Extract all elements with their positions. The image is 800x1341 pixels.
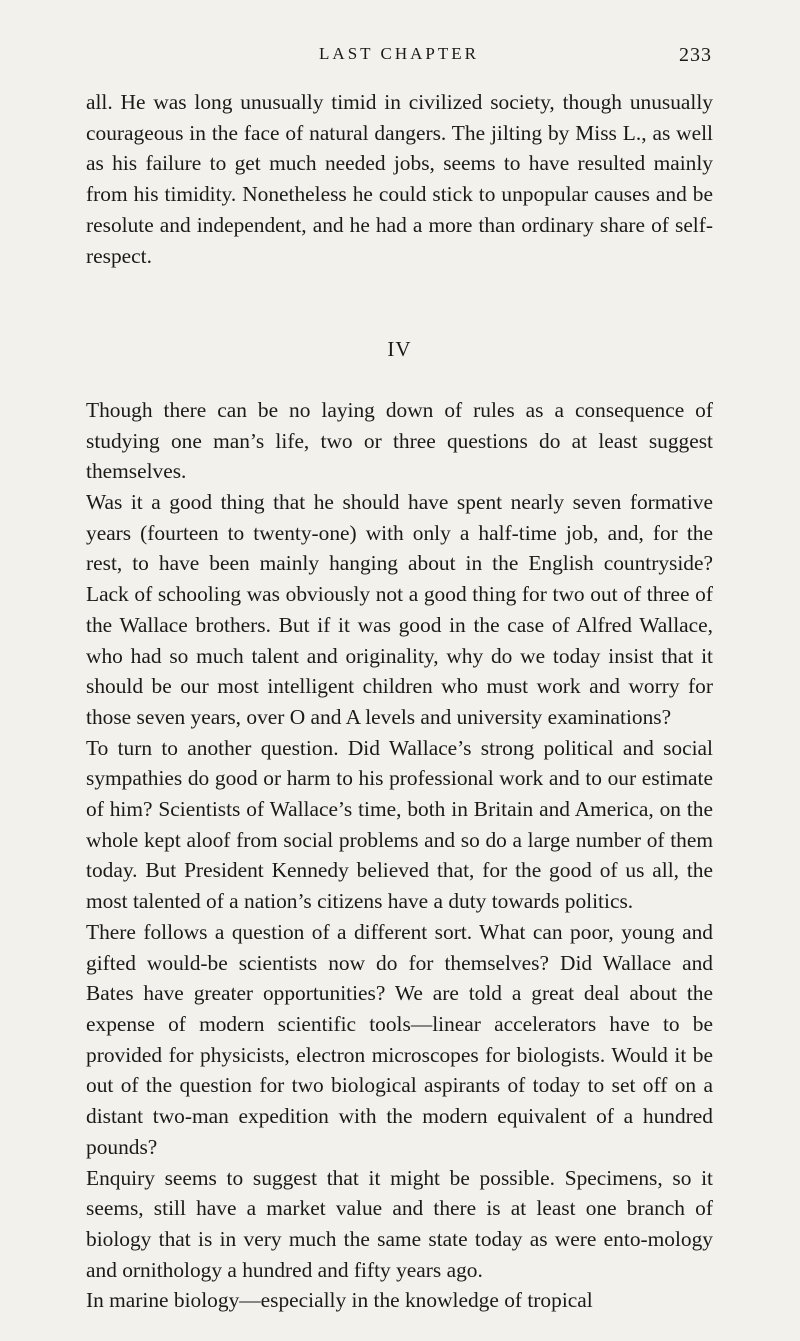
paragraph: In marine biology—especially in the knowledge of tropical (86, 1288, 593, 1313)
section-heading: IV (387, 337, 412, 362)
body-text (86, 87, 713, 1316)
paragraph: To turn to another question. Did Wallace’s strong political and social sympathies do good or harm to his professional work and to our estimate of him? Scientists of Wallace’s time, both in Britain and America, on the whole kept aloof from social problems and so do a large number of them today. But President Kennedy believed that, for the good of us all, the most talented of a nation’s citizens have a duty towards politics. (86, 735, 713, 914)
paragraph: Though there can be no laying down of rules as a consequence of studying one man’s life, two or three questions do at least suggest themselves. (86, 397, 713, 484)
running-head (86, 44, 712, 74)
running-title: LAST CHAPTER (319, 44, 479, 63)
paragraph: Enquiry seems to suggest that it might be possible. Specimens, so it seems, still have a market value and there is at least one branch of biology that is in very much the same state today as were ento-mology and ornithology a hundred and fifty years ago. (86, 1165, 713, 1282)
continuation-paragraph: all. He was long unusually timid in civilized society, though unusually courageous in the face of natural dangers. The jilting by Miss L., as well as his failure to get much needed jobs, seems to have resulted mainly from his timidity. Nonetheless he could stick to unpopular causes and be resolute and independent, and he had a more than ordinary share of self-respect. (86, 90, 713, 268)
paragraph: There follows a question of a different sort. What can poor, young and gifted would-be scientists now do for themselves? Did Wallace and Bates have greater opportunities? We are told a great deal about the expense of modern scientific tools—linear accelerators have to be provided for physicists, electron microscopes for biologists. Would it be out of the question for two biological aspirants of today to set off on a distant two-man expedition with the modern equivalent of a hundred pounds? (86, 919, 713, 1159)
paragraph: Was it a good thing that he should have spent nearly seven formative years (fourteen to twenty-one) with only a half-time job, and, for the rest, to have been mainly hanging about in the English countryside? Lack of schooling was obviously not a good thing for two out of three of the Wallace brothers. But if it was good in the case of Alfred Wallace, who had so much talent and originality, why do we today insist that it should be our most intelligent children who must work and worry for those seven years, over O and A levels and university examinations? (86, 490, 713, 729)
page-number: 233 (679, 44, 712, 66)
